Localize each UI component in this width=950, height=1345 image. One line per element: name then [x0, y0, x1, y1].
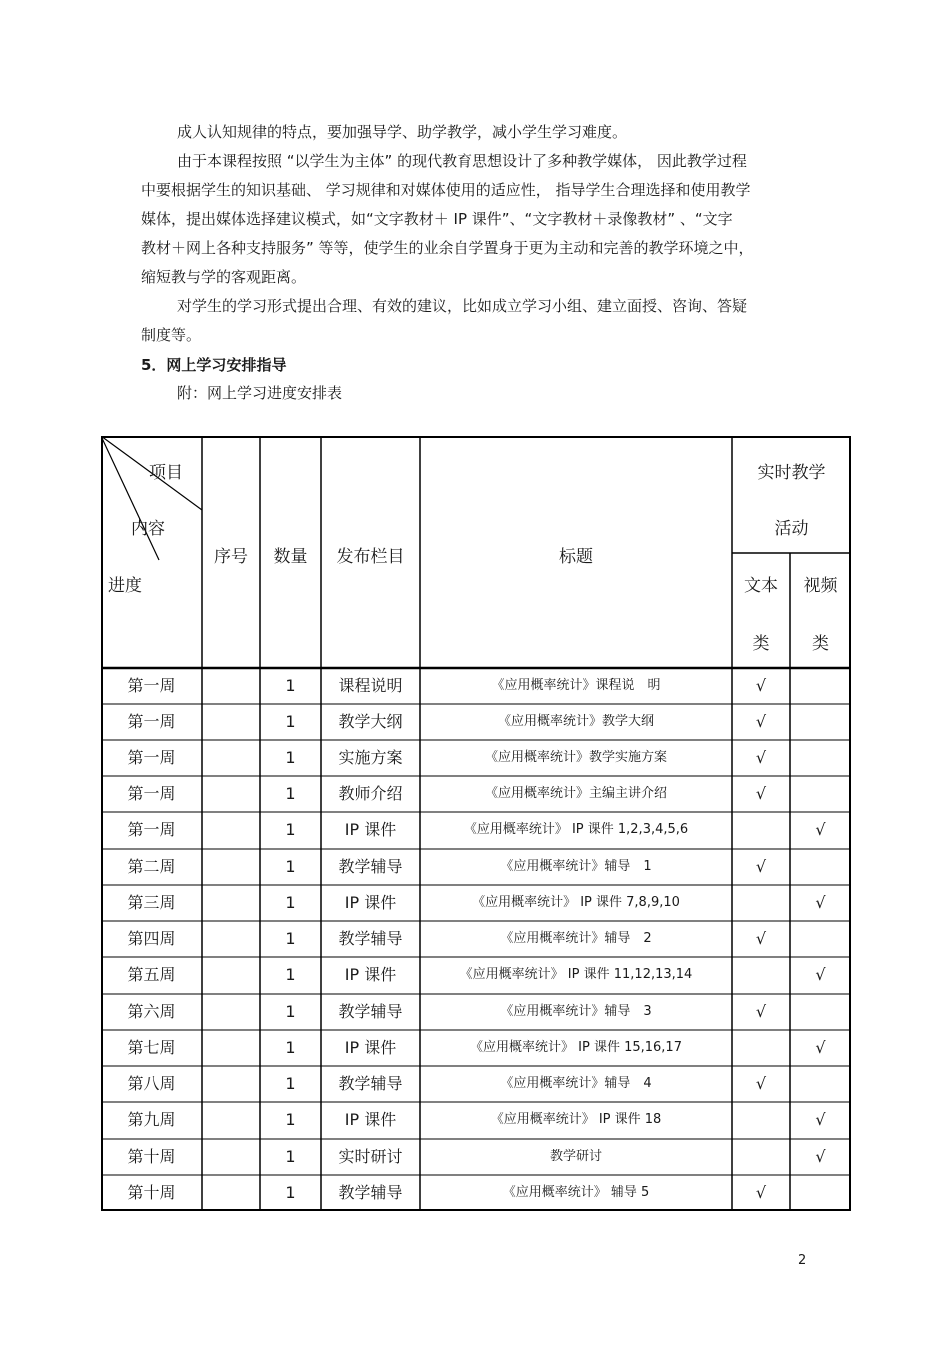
cell-column: IP 课件: [344, 1110, 397, 1129]
paragraph-line: 中要根据学生的知识基础、 学习规律和对媒体使用的适应性， 指导学生合理选择和使用教学: [141, 181, 751, 199]
cell-title: 《应用概率统计》 IP 课件 15,16,17: [470, 1040, 682, 1055]
cell-seq: [202, 1071, 260, 1097]
cell-column: 教学辅导: [338, 1002, 403, 1021]
cell-week: 第一周: [127, 784, 176, 803]
cell-text-check: √: [755, 748, 767, 767]
header-title: 标题: [559, 547, 593, 567]
cell-video-check: [790, 1071, 851, 1097]
cell-video-check: [790, 1180, 851, 1206]
cell-count: 1: [285, 893, 296, 912]
cell-video-check: √: [815, 1147, 826, 1166]
cell-week: 第八周: [127, 1074, 176, 1093]
paragraph-line: 成人认知规律的特点，要加强导学、助学教学，减小学生学习难度。: [177, 123, 628, 141]
cell-text-check: √: [755, 1074, 767, 1093]
cell-seq: [202, 962, 260, 988]
cell-title: 《应用概率统计》 IP 课件 7,8,9,10: [472, 895, 680, 910]
cell-video-check: [790, 926, 851, 952]
cell-count: 1: [285, 712, 296, 731]
paragraph-line: 制度等。: [141, 326, 202, 344]
cell-seq: [202, 817, 260, 843]
cell-text-check: √: [755, 784, 767, 803]
cell-video-check: √: [815, 965, 826, 984]
cell-video-check: [790, 709, 851, 735]
cell-title: 教学研讨: [549, 1149, 602, 1164]
cell-column: 教学辅导: [338, 1074, 403, 1093]
cell-text-check: √: [755, 857, 767, 876]
cell-video-check: [790, 673, 851, 699]
cell-count: 1: [285, 1183, 296, 1202]
header-text-line1: 文本: [744, 576, 778, 596]
cell-count: 1: [285, 748, 296, 767]
cell-week: 第五周: [127, 965, 176, 984]
cell-seq: [202, 1144, 260, 1170]
header-video-line1: 视频: [803, 576, 838, 596]
cell-seq: [202, 709, 260, 735]
cell-seq: [202, 1180, 260, 1206]
cell-title: 《应用概率统计》 IP 课件 11,12,13,14: [459, 967, 693, 982]
cell-count: 1: [285, 1110, 296, 1129]
cell-text-check: √: [755, 1183, 767, 1202]
cell-week: 第一周: [127, 748, 176, 767]
cell-video-check: [790, 999, 851, 1025]
header-count: 数量: [273, 547, 308, 567]
cell-count: 1: [285, 820, 296, 839]
cell-seq: [202, 890, 260, 916]
paragraph-line: 对学生的学习形式提出合理、有效的建议，比如成立学习小组、建立面授、咨询、答疑: [177, 297, 748, 315]
cell-title: 《应用概率统计》辅导 2: [500, 931, 652, 946]
cell-title: 《应用概率统计》辅导 1: [500, 859, 652, 874]
cell-week: 第一周: [127, 676, 176, 695]
cell-video-check: √: [815, 1110, 826, 1129]
cell-title: 《应用概率统计》 IP 课件 18: [490, 1112, 662, 1127]
cell-video-check: √: [815, 1038, 826, 1057]
cell-week: 第九周: [127, 1110, 176, 1129]
cell-week: 第四周: [127, 929, 176, 948]
cell-count: 1: [285, 1002, 296, 1021]
cell-text-check: √: [755, 712, 767, 731]
cell-count: 1: [285, 1147, 296, 1166]
header-realtime-line2: 活动: [774, 519, 809, 539]
cell-title: 《应用概率统计》主编主讲介绍: [484, 786, 667, 801]
cell-video-check: [790, 854, 851, 880]
header-column: 发布栏目: [336, 547, 405, 567]
cell-column: 教学辅导: [338, 857, 403, 876]
cell-text-check: √: [755, 676, 767, 695]
cell-column: 教学大纲: [338, 712, 403, 731]
cell-count: 1: [285, 857, 296, 876]
schedule-table: [101, 436, 851, 1211]
section-heading: 5．网上学习安排指导: [141, 356, 287, 374]
cell-column: IP 课件: [344, 965, 397, 984]
appendix-caption: 附：网上学习进度安排表: [177, 384, 343, 402]
header-content: 内容: [131, 519, 165, 539]
cell-week: 第十周: [127, 1183, 176, 1202]
cell-column: 教学辅导: [338, 929, 403, 948]
cell-column: IP 课件: [344, 820, 397, 839]
cell-column: IP 课件: [344, 893, 397, 912]
cell-column: 实时研讨: [338, 1147, 403, 1166]
cell-text-check: [732, 962, 790, 988]
cell-title: 《应用概率统计》 IP 课件 1,2,3,4,5,6: [463, 822, 689, 837]
page-number: 2: [798, 1253, 807, 1268]
cell-title: 《应用概率统计》教学实施方案: [484, 750, 667, 765]
cell-week: 第二周: [127, 857, 176, 876]
header-text-line2: 类: [752, 634, 770, 654]
cell-title: 《应用概率统计》辅导 4: [500, 1076, 652, 1091]
cell-seq: [202, 1107, 260, 1133]
cell-week: 第一周: [127, 712, 176, 731]
cell-video-check: [790, 781, 851, 807]
cell-column: 实施方案: [338, 748, 403, 767]
cell-week: 第三周: [127, 893, 176, 912]
cell-seq: [202, 1035, 260, 1061]
cell-text-check: [732, 1144, 790, 1170]
header-realtime-line1: 实时教学: [757, 463, 826, 483]
header-item: 项目: [149, 463, 183, 483]
paragraph-line: 媒体，提出媒体选择建议模式，如“文字教材＋ IP 课件”、“文字教材＋录像教材” 、“文字: [141, 210, 733, 228]
cell-seq: [202, 781, 260, 807]
cell-text-check: √: [755, 929, 767, 948]
paragraph-line: 由于本课程按照 “以学生为主体” 的现代教育思想设计了多种教学媒体， 因此教学过程: [177, 152, 747, 170]
header-progress: 进度: [108, 576, 142, 596]
cell-video-check: √: [815, 893, 826, 912]
cell-title: 《应用概率统计》辅导 3: [500, 1004, 652, 1019]
cell-title: 《应用概率统计》课程说 明: [491, 678, 661, 693]
cell-count: 1: [285, 965, 296, 984]
cell-count: 1: [285, 784, 296, 803]
cell-text-check: [732, 1035, 790, 1061]
cell-seq: [202, 745, 260, 771]
header-seq: 序号: [214, 547, 248, 567]
cell-seq: [202, 854, 260, 880]
cell-column: 教师介绍: [338, 784, 403, 803]
cell-seq: [202, 926, 260, 952]
cell-week: 第十周: [127, 1147, 176, 1166]
header-video-line2: 类: [812, 634, 829, 654]
cell-video-check: √: [815, 820, 826, 839]
cell-count: 1: [285, 1038, 296, 1057]
cell-column: IP 课件: [344, 1038, 397, 1057]
cell-title: 《应用概率统计》教学大纲: [497, 714, 654, 729]
cell-week: 第七周: [127, 1038, 176, 1057]
cell-count: 1: [285, 1074, 296, 1093]
cell-seq: [202, 999, 260, 1025]
cell-text-check: [732, 890, 790, 916]
cell-text-check: √: [755, 1002, 767, 1021]
paragraph-line: 教材＋网上各种支持服务” 等等，使学生的业余自学置身于更为主动和完善的教学环境之中，: [141, 239, 754, 257]
cell-video-check: [790, 745, 851, 771]
cell-column: 教学辅导: [338, 1183, 403, 1202]
paragraph-line: 缩短教与学的客观距离。: [141, 268, 307, 286]
cell-week: 第一周: [127, 820, 176, 839]
cell-title: 《应用概率统计》 辅导 5: [502, 1185, 650, 1200]
cell-text-check: [732, 817, 790, 843]
cell-column: 课程说明: [338, 676, 403, 695]
cell-count: 1: [285, 929, 296, 948]
cell-seq: [202, 673, 260, 699]
cell-week: 第六周: [127, 1002, 176, 1021]
cell-count: 1: [285, 676, 296, 695]
cell-text-check: [732, 1107, 790, 1133]
